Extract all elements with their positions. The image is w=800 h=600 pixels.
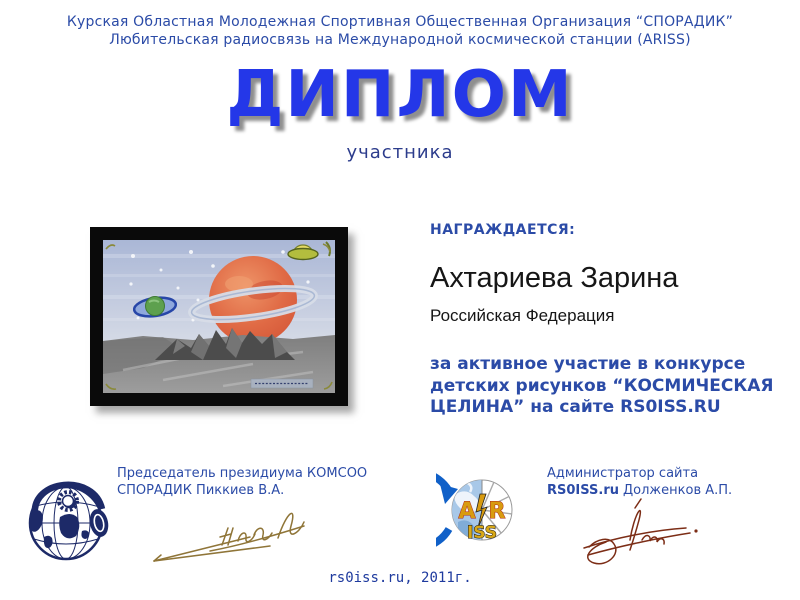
reason-line-1: за активное участие в конкурсе <box>430 354 746 374</box>
reason-line-3: ЦЕЛИНА” на сайте RS0ISS.RU <box>430 397 721 417</box>
site-name: RS0ISS.ru <box>547 482 620 498</box>
right-signature <box>572 490 702 570</box>
left-signature <box>150 493 310 568</box>
artist-caption <box>251 379 313 388</box>
diploma-title: ДИПЛОМ <box>226 58 574 132</box>
sporadik-globe-headphones-logo-icon <box>24 461 110 565</box>
ariss-logo-icon <box>436 466 528 558</box>
award-block <box>430 222 775 419</box>
right-person-name: Долженков А.П. <box>623 482 733 498</box>
reason-line-2: детских рисунков “КОСМИЧЕСКАЯ <box>430 375 774 396</box>
awarded-to-label: НАГРАЖДАЕТСЯ: <box>430 222 576 238</box>
recipient-name: Ахтариева Зарина <box>430 262 679 294</box>
recipient-country: Российская Федерация <box>430 306 615 325</box>
award-reason <box>430 354 775 419</box>
header-line-1: Курская Областная Молодежная Спортивная Общественная Организация “СПОРАДИК” <box>66 14 734 30</box>
ariss-letter-a: A <box>458 499 476 524</box>
ariss-letter-r: R <box>488 499 506 524</box>
header-line-2: Любительская радиосвязь на Международной космической станции (ARISS) <box>109 32 691 48</box>
left-role-line-2: СПОРАДИК Пиккиев В.А. <box>117 482 285 498</box>
organization-header <box>0 13 800 49</box>
footer-site-year: rs0iss.ru, 2011г. <box>328 570 472 586</box>
child-drawing-space-scene <box>103 240 335 393</box>
ariss-letters-iss: ISS <box>466 523 498 543</box>
artwork-frame <box>90 227 348 406</box>
left-role-line-1: Председатель президиума КОМСОО <box>117 466 368 481</box>
right-role-line-1: Администратор сайта <box>547 466 699 481</box>
diploma-subtitle: участника <box>346 142 454 163</box>
